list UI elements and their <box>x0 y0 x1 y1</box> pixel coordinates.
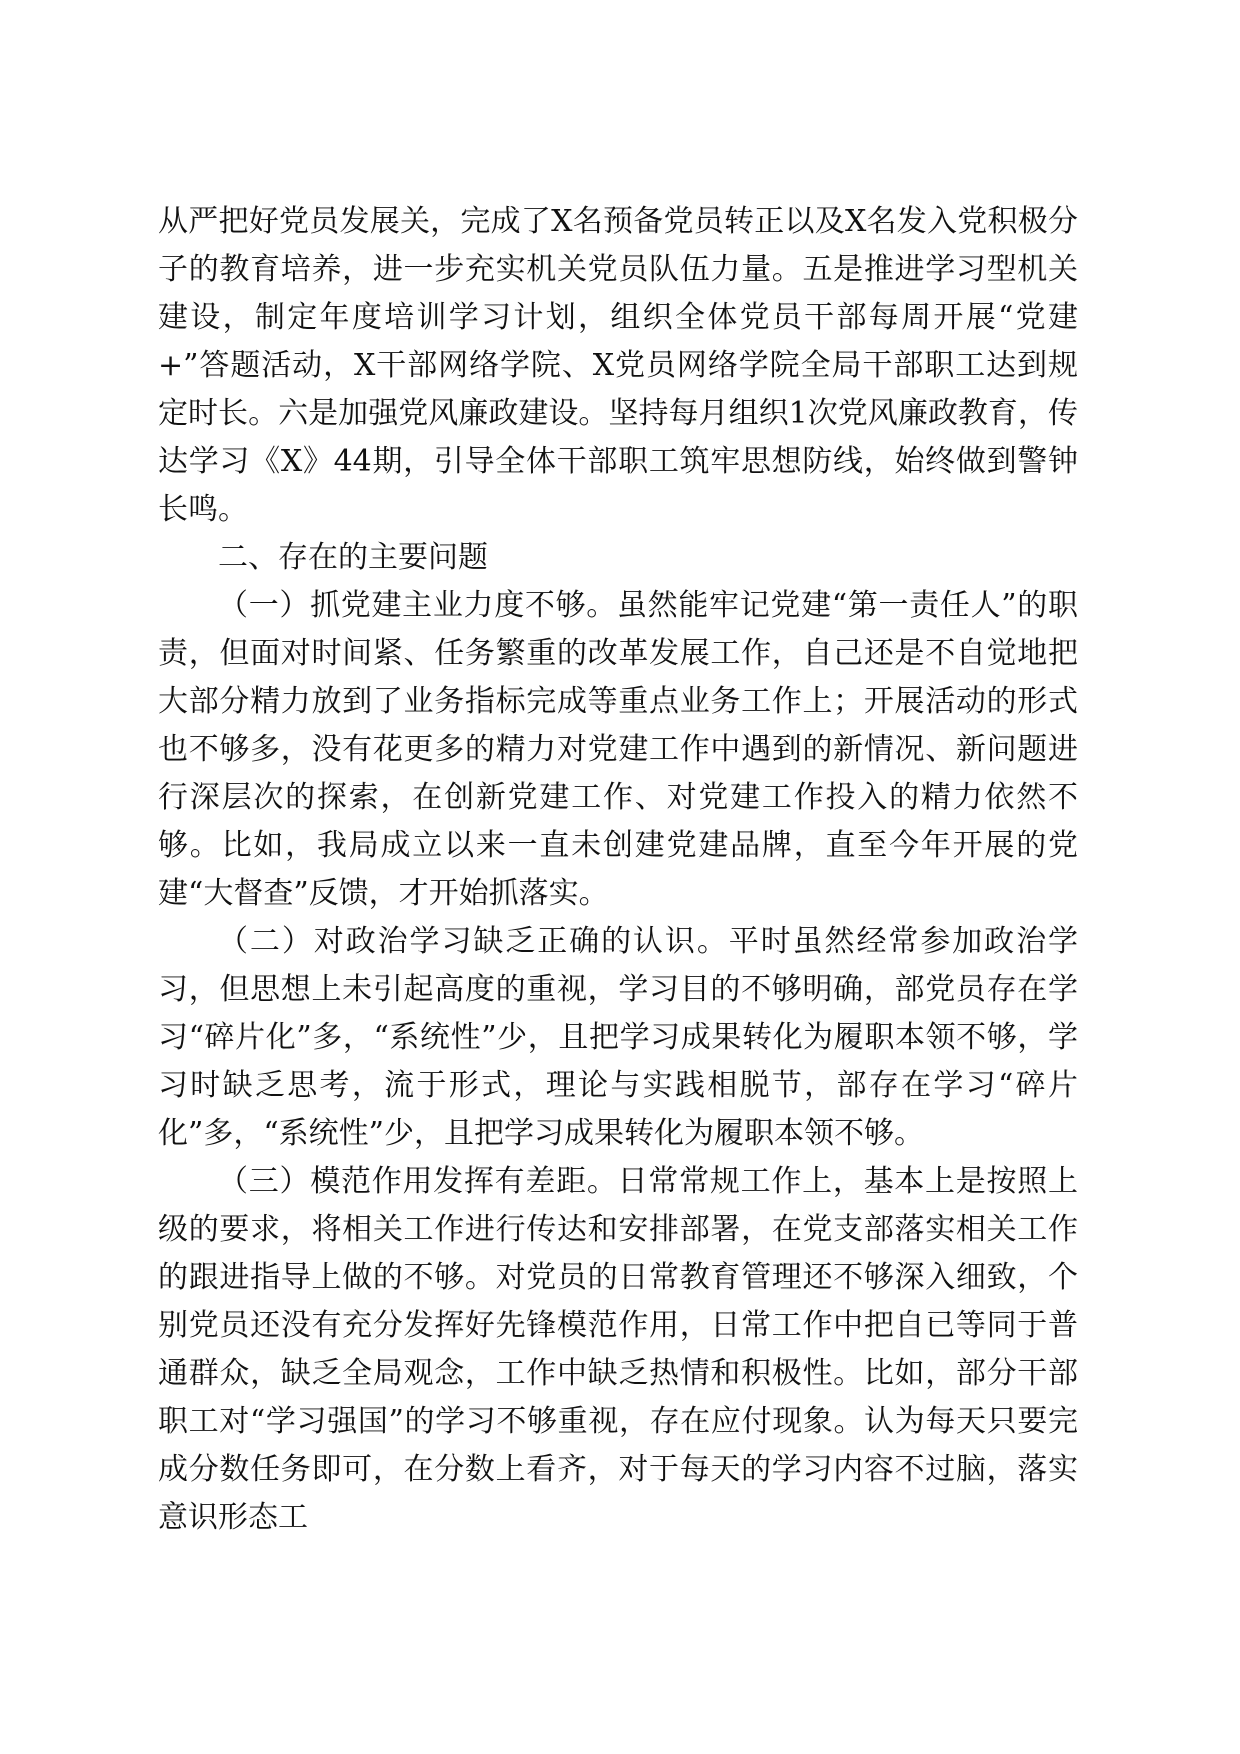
issue-lead-2: （二）对政治学习缺乏正确的认识。 <box>218 924 729 959</box>
section-heading: 二、存在的主要问题 <box>218 540 488 575</box>
intro-paragraph: 从严把好党员发展关，完成了X名预备党员转正以及X名发入党积极分子的教育培养，进一步充实机关党员队伍力量。五是推进学习型机关建设，制定年度培训学习计划，组织全体党员干部每周开展“党建+”答题活动，X干部网络学院、X党员网络学院全局干部职工达到规定时长。六是加强党风廉政建设。坚持每月组织1次党风廉政教育，传达学习《X》44期，引导全体干部职工筑牢思想防线，始终做到警钟长鸣。 <box>158 204 1078 527</box>
issue-paragraph-3 <box>158 1158 1078 1542</box>
issue-body-2: 平时虽然经常参加政治学习，但思想上未引起高度的重视，学习目的不够明确，部党员存在学习“碎片化”多，“系统性”少，且把学习成果转化为履职本领不够，学习时缺乏思考，流于形式，理论与实践相脱节，部存在学习“碎片化”多，“系统性”少，且把学习成果转化为履职本领不够。 <box>158 924 1079 1151</box>
issue-body-1: 虽然能牢记党建“第一责任人”的职责，但面对时间紧、任务繁重的改革发展工作，自己还是不自觉地把大部分精力放到了业务指标完成等重点业务工作上；开展活动的形式也不够多，没有花更多的精力对党建工作中遇到的新情况、新问题进行深层次的探索，在创新党建工作、对党建工作投入的精力依然不够。比如，我局成立以来一直未创建党建品牌，直至今年开展的党建“大督查”反馈，才开始抓落实。 <box>158 588 1078 911</box>
document-body <box>158 198 1078 1542</box>
issue-lead-1: （一）抓党建主业力度不够。 <box>218 588 617 623</box>
issue-lead-3: （三）模范作用发挥有差距。 <box>218 1164 618 1199</box>
issue-paragraph-1 <box>158 582 1078 918</box>
issue-paragraph-2 <box>158 918 1078 1158</box>
issue-body-3: 日常常规工作上，基本上是按照上级的要求，将相关工作进行传达和安排部署，在党支部落实相关工作的跟进指导上做的不够。对党员的日常教育管理还不够深入细致，个别党员还没有充分发挥好先锋模范作用，日常工作中把自已等同于普通群众，缺乏全局观念，工作中缺乏热情和积极性。比如，部分干部职工对“学习强国”的学习不够重视，存在应付现象。认为每天只要完成分数任务即可，在分数上看齐，对于每天的学习内容不过脑，落实意识形态工 <box>158 1164 1079 1535</box>
